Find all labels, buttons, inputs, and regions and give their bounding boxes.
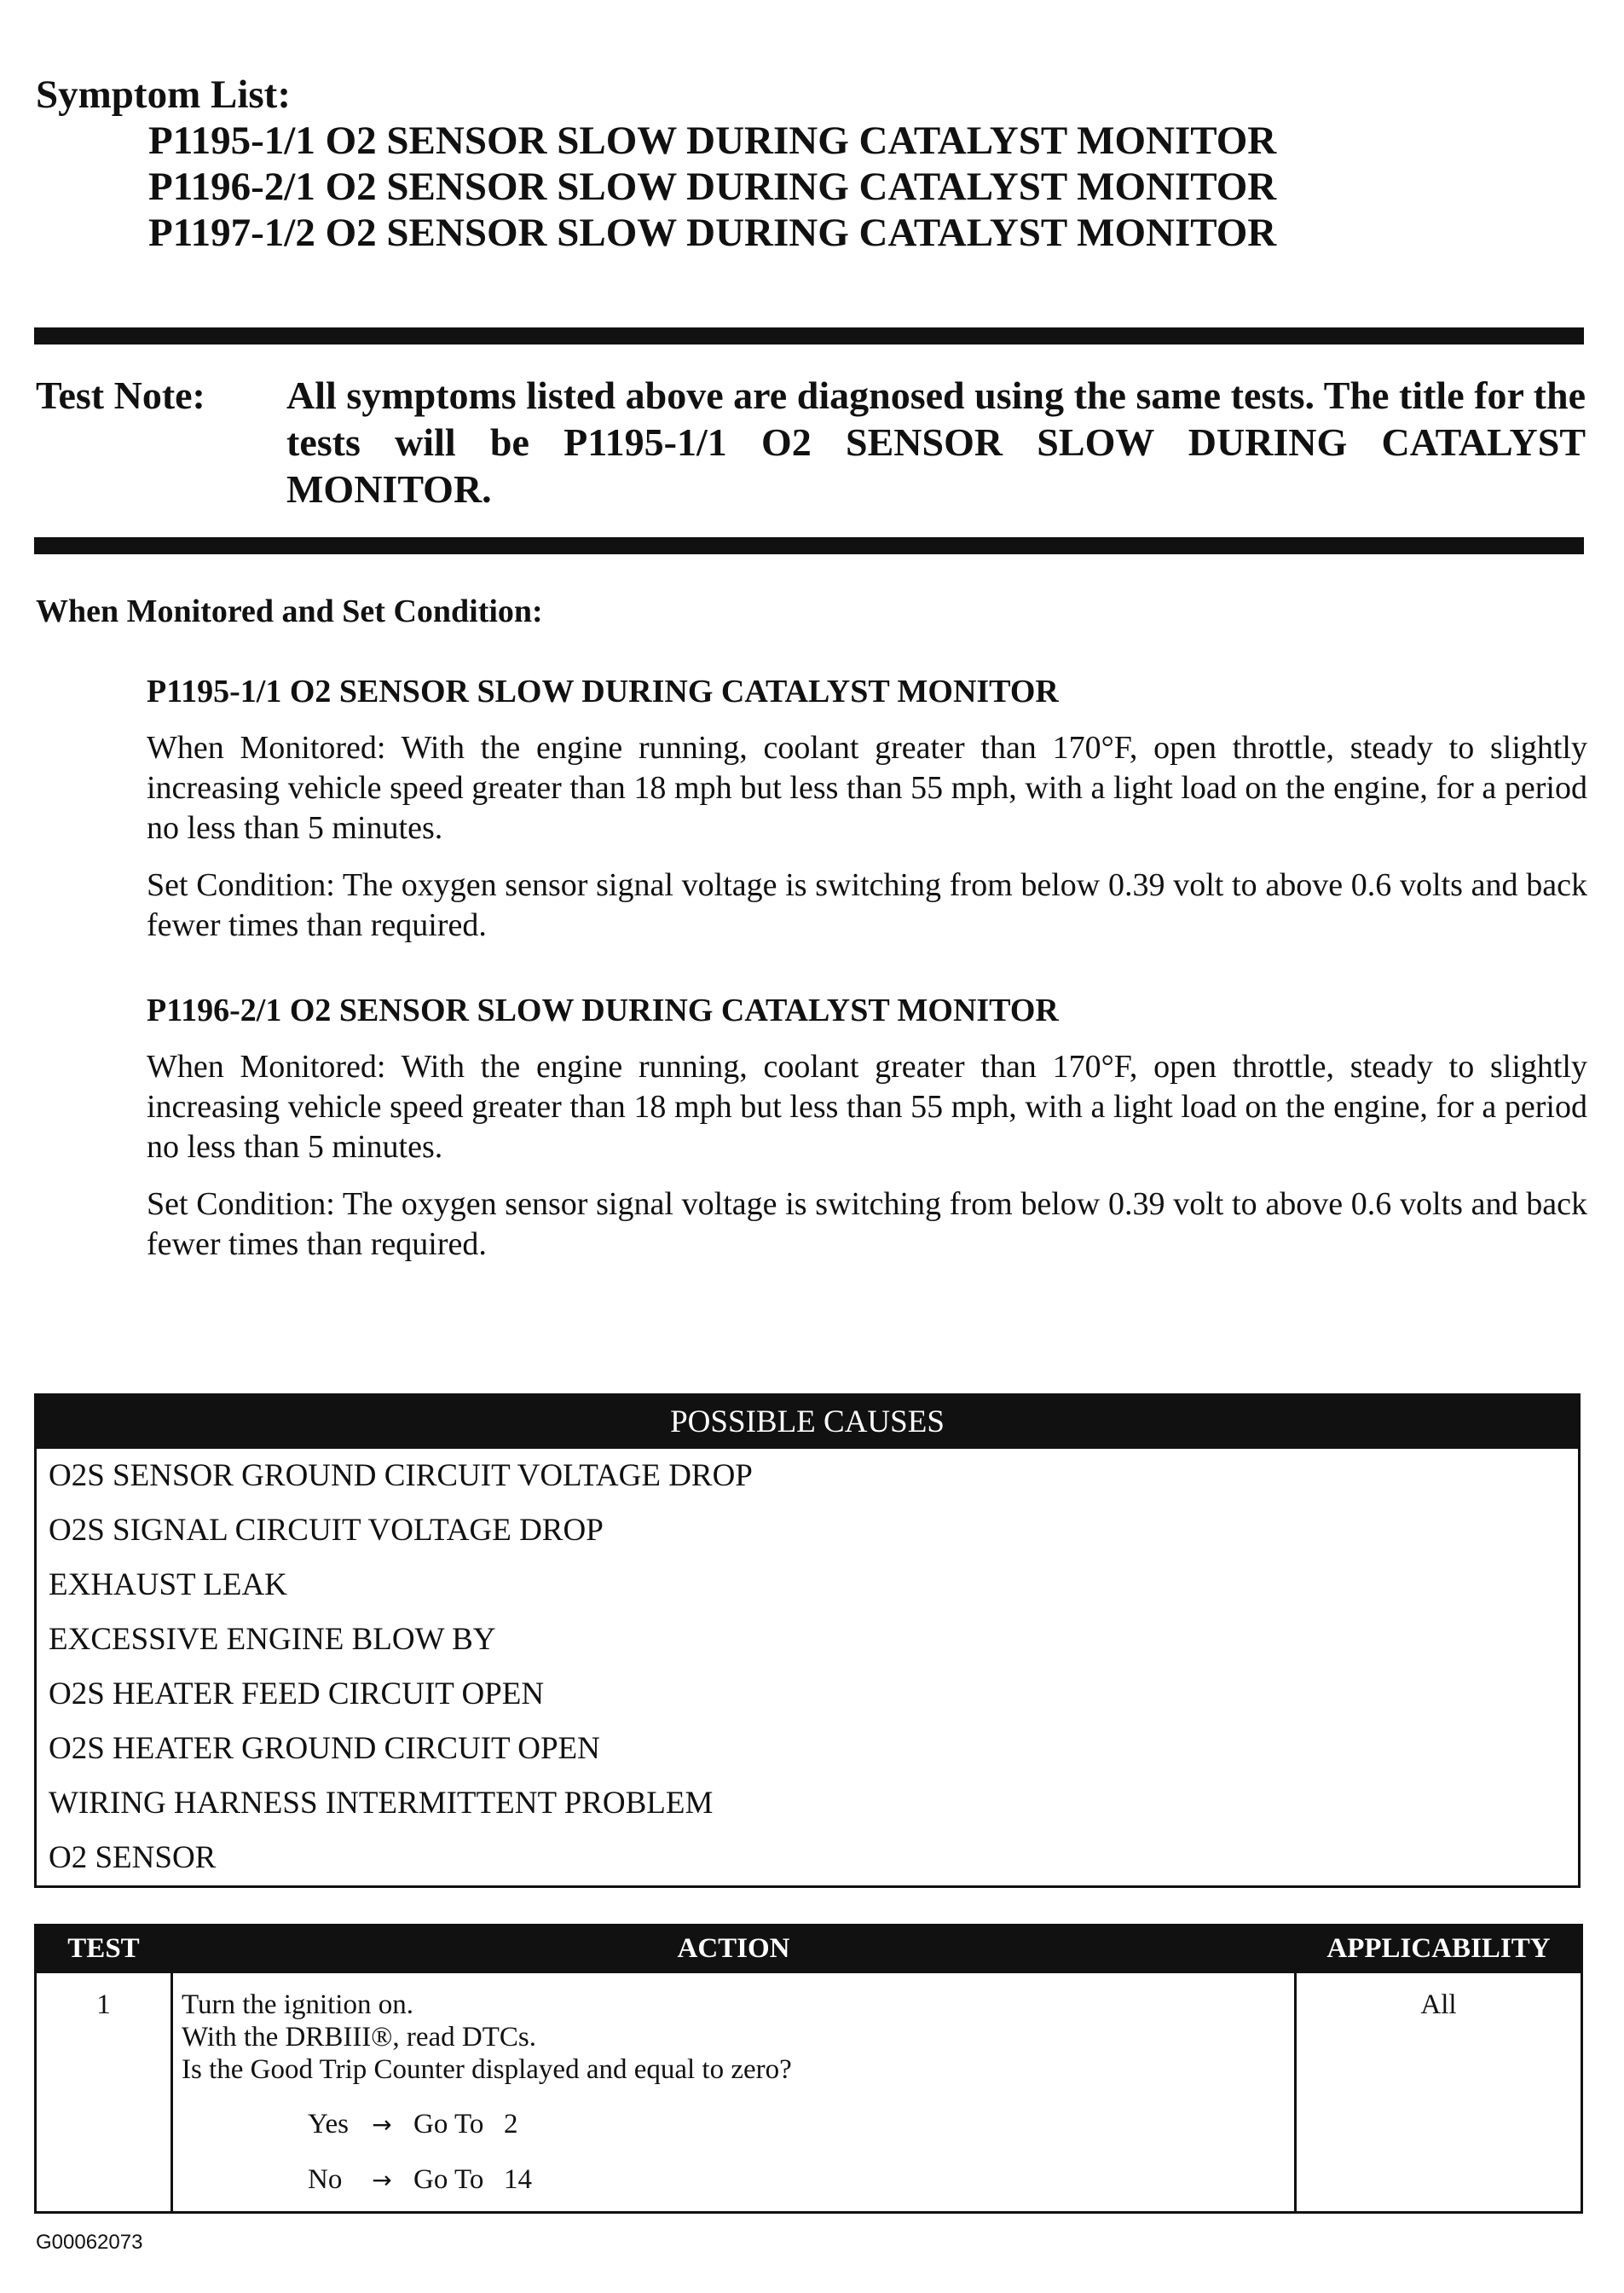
symptom-item: P1197-1/2 O2 SENSOR SLOW DURING CATALYST MONITOR: [148, 211, 1277, 255]
dtc-block-p1196: [147, 991, 1587, 1282]
test-note-label: Test Note:: [36, 373, 205, 417]
cause-item: O2S HEATER GROUND CIRCUIT OPEN: [49, 1731, 600, 1766]
arrow-right-icon: →: [372, 2166, 392, 2194]
cause-item: O2 SENSOR: [49, 1840, 217, 1875]
test-action-table: [34, 1924, 1583, 2214]
action-line: Turn the ignition on.: [182, 1989, 413, 2020]
action-line: With the DRBIII®, read DTCs.: [182, 2022, 536, 2053]
branch-no: [308, 2163, 1286, 2197]
test-column-header: TEST: [36, 1925, 172, 1972]
cause-item: O2S SIGNAL CIRCUIT VOLTAGE DROP: [49, 1513, 604, 1548]
test-table-header-row: [36, 1925, 1582, 1972]
branch-target: 2: [504, 2109, 518, 2140]
dtc-title: P1195-1/1 O2 SENSOR SLOW DURING CATALYST MONITOR: [147, 674, 1059, 709]
test-number: 1: [36, 1972, 172, 2213]
table-row: [36, 1972, 1582, 2213]
divider-rule: [34, 327, 1584, 345]
branch-answer: Yes: [308, 2109, 350, 2140]
monitored-heading: When Monitored and Set Condition:: [36, 594, 543, 629]
possible-causes-list: [37, 1449, 1578, 1885]
applicability-column-header: APPLICABILITY: [1296, 1925, 1582, 1972]
set-condition-text: Set Condition: The oxygen sensor signal voltage is switching from below 0.39 volt to above 0.6 volts and back fewer times than required.: [147, 867, 1587, 943]
cause-item: O2S SENSOR GROUND CIRCUIT VOLTAGE DROP: [49, 1458, 753, 1493]
when-monitored-text: When Monitored: With the engine running, coolant greater than 170°F, open throttle, steady to slightly increasing vehicle speed greater than 18 mph but less than 55 mph, with a light load on the engine, for a period no less than 5 minutes.: [147, 1049, 1587, 1165]
arrow-right-icon: →: [372, 2111, 392, 2139]
cause-item: EXCESSIVE ENGINE BLOW BY: [49, 1622, 496, 1657]
branch-yes: [308, 2108, 1286, 2141]
symptom-list-heading: Symptom List:: [36, 72, 291, 117]
branch-goto: Go To: [413, 2109, 484, 2140]
branch-answer: No: [308, 2164, 343, 2195]
symptom-item: P1196-2/1 O2 SENSOR SLOW DURING CATALYST MONITOR: [148, 165, 1277, 209]
cause-item: WIRING HARNESS INTERMITTENT PROBLEM: [49, 1786, 714, 1821]
when-monitored-text: When Monitored: With the engine running, coolant greater than 170°F, open throttle, steady to slightly increasing vehicle speed greater than 18 mph but less than 55 mph, with a light load on the engine, for a period no less than 5 minutes.: [147, 730, 1587, 846]
action-cell: [172, 1972, 1296, 2213]
divider-rule: [34, 537, 1584, 554]
set-condition-text: Set Condition: The oxygen sensor signal voltage is switching from below 0.39 volt to above 0.6 volts and back fewer times than required.: [147, 1186, 1587, 1262]
symptom-item: P1195-1/1 O2 SENSOR SLOW DURING CATALYST MONITOR: [148, 119, 1277, 163]
dtc-title: P1196-2/1 O2 SENSOR SLOW DURING CATALYST MONITOR: [147, 993, 1059, 1028]
possible-causes-table: [34, 1393, 1581, 1888]
action-line: Is the Good Trip Counter displayed and equal to zero?: [182, 2054, 792, 2085]
test-note-text: All symptoms listed above are diagnosed using the same tests. The title for the tests will be P1195-1/1 O2 SENSOR SLOW DURING CATALYST MONITOR.: [286, 373, 1586, 511]
applicability-cell: All: [1296, 1972, 1582, 2213]
symptom-list: [36, 72, 1587, 256]
figure-code: G00062073: [36, 2231, 143, 2254]
possible-causes-header: POSSIBLE CAUSES: [37, 1396, 1578, 1449]
action-column-header: ACTION: [172, 1925, 1296, 1972]
cause-item: EXHAUST LEAK: [49, 1567, 287, 1602]
dtc-block-p1195: [147, 672, 1587, 963]
branch-goto: Go To: [413, 2164, 484, 2195]
cause-item: O2S HEATER FEED CIRCUIT OPEN: [49, 1676, 545, 1711]
branch-target: 14: [504, 2164, 532, 2195]
